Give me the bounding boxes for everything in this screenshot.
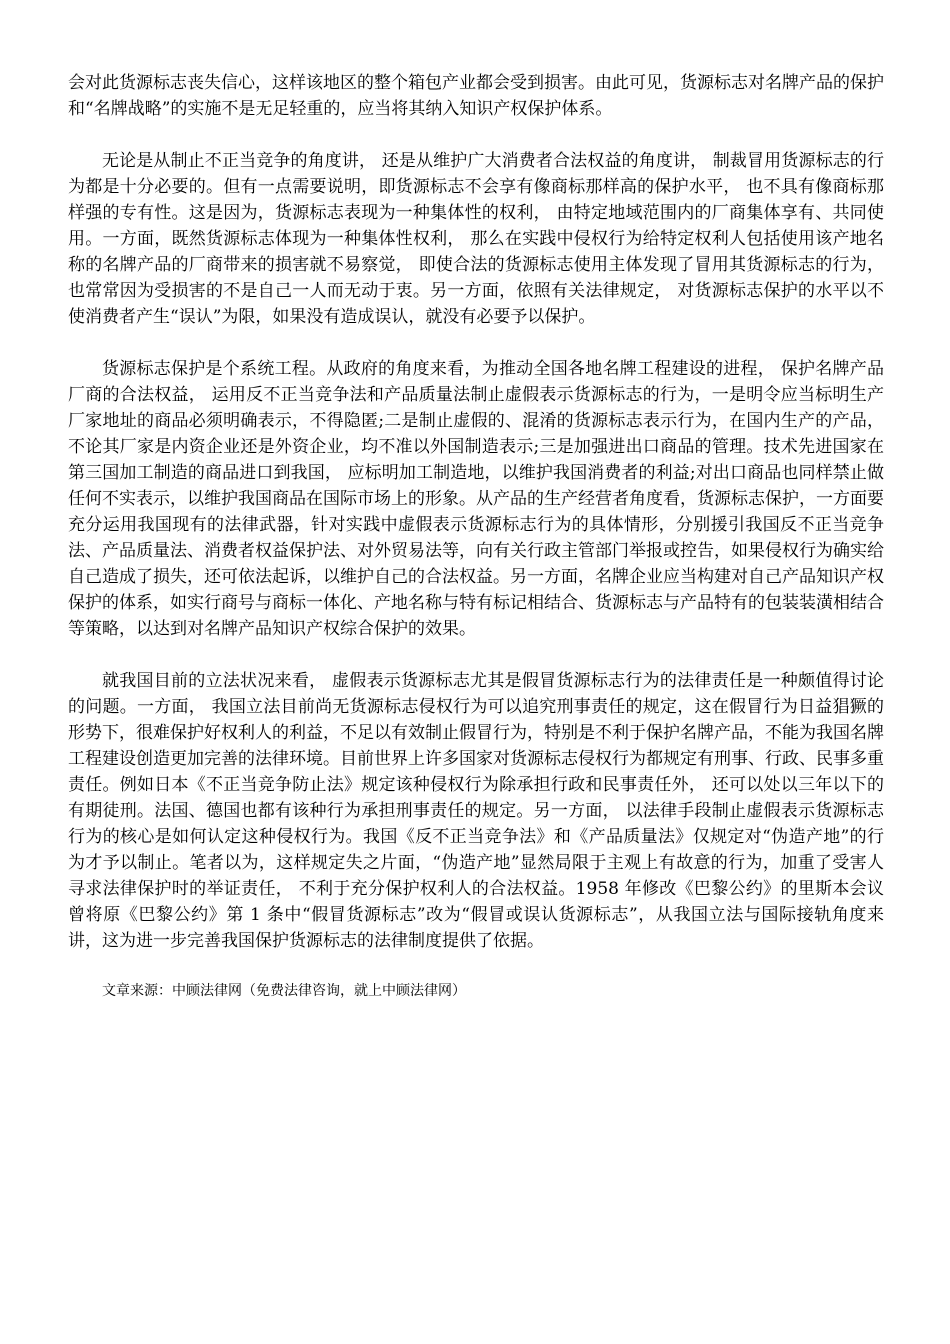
- paragraph-system-engineering: 货源标志保护是个系统工程。从政府的角度来看，为推动全国各地名牌工程建设的进程， 保护名牌产品厂商的合法权益， 运用反不正当竞争法和产品质量法制止虚假表示货源标志的行为，一是明令应当标明生产厂家地址的商品必须明确表示，不得隐匿;二是制止虚假的、混淆的货源标志表示行为，在国内生产的产品，不论其厂家是内资企业还是外资企业，均不准以外国制造表示;三是加强进出口商品的管理。技术先进国家在第三国加工制造的商品进口到我国， 应标明加工制造地，以维护我国消费者的利益;对出口商品也同样禁止做任何不实表示，以维护我国商品在国际市场上的形象。从产品的生产经营者角度看，货源标志保护，一方面要充分运用我国现有的法律武器，针对实践中虚假表示货源标志行为的具体情形，分别援引我国反不正当竞争法、产品质量法、消费者权益保护法、对外贸易法等，向有关行政主管部门举报或控告，如果侵权行为确实给自己造成了损失，还可依法起诉，以维护自己的合法权益。另一方面，名牌企业应当构建对自己产品知识产权保护的体系，如实行商号与商标一体化、产地名称与特有标记相结合、货源标志与产品特有的包装装潢相结合等策略，以达到对名牌产品知识产权综合保护的效果。: [68, 359, 884, 639]
- document-page: [68, 70, 884, 1002]
- paragraph-legislation-status: 就我国目前的立法状况来看， 虚假表示货源标志尤其是假冒货源标志行为的法律责任是一种颇值得讨论的问题。一方面， 我国立法目前尚无货源标志侵权行为可以追究刑事责任的规定，这在假冒行为日益猖獗的形势下，很难保护好权利人的利益，不足以有效制止假冒行为，特别是不利于保护名牌产品，不能为我国名牌工程建设创造更加完善的法律环境。目前世界上许多国家对货源标志侵权行为都规定有刑事、行政、民事多重责任。例如日本《不正当竞争防止法》规定该种侵权行为除承担行政和民事责任外， 还可以处以三年以下的有期徒刑。法国、德国也都有该种行为承担刑事责任的规定。另一方面， 以法律手段制止虚假表示货源标志行为的核心是如何认定这种侵权行为。我国《反不正当竞争法》和《产品质量法》仅规定对“伪造产地”的行为才予以制止。笔者以为，这样规定失之片面，“伪造产地”显然局限于主观上有故意的行为，加重了受害人寻求法律保护时的举证责任， 不利于充分保护权利人的合法权益。1958 年修改《巴黎公约》的里斯本会议曾将原《巴黎公约》第 1 条中“假冒货源标志”改为“假冒或误认货源标志”，从我国立法与国际接轨角度来讲，这为进一步完善我国保护货源标志的法律制度提供了依据。: [68, 671, 884, 951]
- paragraph-continued: 会对此货源标志丧失信心，这样该地区的整个箱包产业都会受到损害。由此可见，货源标志对名牌产品的保护和“名牌战略”的实施不是无足轻重的，应当将其纳入知识产权保护体系。: [68, 73, 884, 119]
- paragraph-sanction-necessity: 无论是从制止不正当竞争的角度讲， 还是从维护广大消费者合法权益的角度讲， 制裁冒用货源标志的行为都是十分必要的。但有一点需要说明，即货源标志不会享有像商标那样高的保护水平， 也不具有像商标那样强的专有性。这是因为，货源标志表现为一种集体性的权利， 由特定地域范围内的厂商集体享有、共同使用。一方面，既然货源标志体现为一种集体性权利， 那么在实践中侵权行为给特定权利人包括使用该产地名称的名牌产品的厂商带来的损害就不易察觉， 即使合法的货源标志使用主体发现了冒用其货源标志的行为， 也常常因为受损害的不是自己一人而无动于衷。另一方面，依照有关法律规定， 对货源标志保护的水平以不使消费者产生“误认”为限，如果没有造成误认，就没有必要予以保护。: [68, 151, 884, 327]
- article-source-note: 文章来源：中顾法律网（免费法律咨询，就上中顾法律网）: [102, 983, 466, 999]
